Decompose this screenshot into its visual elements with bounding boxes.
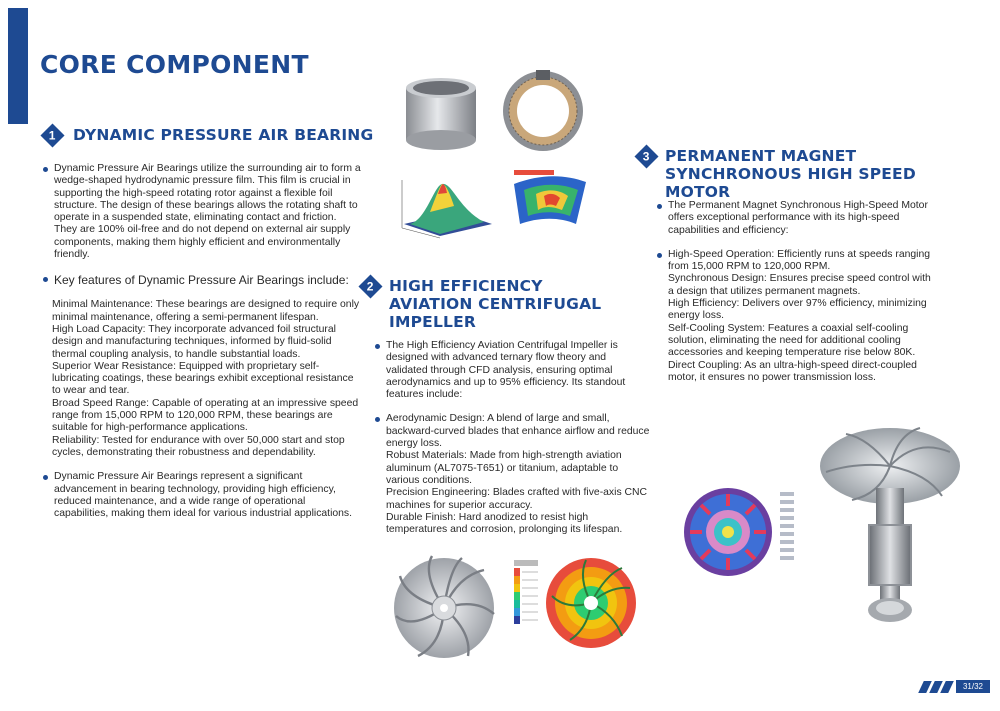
impeller-image	[388, 552, 500, 664]
feature-item: Broad Speed Range: Capable of operating at an impressive speed range from 15,000 RPM to 120,000 RPM, these bearings are suitable for high-performance applications.	[52, 397, 359, 434]
section-1-heading	[44, 126, 373, 144]
page-title: CORE COMPONENT	[40, 50, 309, 79]
feature-item: Durable Finish: Hard anodized to resist high temperatures and corrosion, prolonging its lifespan.	[386, 511, 623, 536]
feature-item: Robust Materials: Made from high-strength aviation aluminum (AL7075-T651) or titanium, adaptable to various conditions.	[386, 450, 622, 486]
motor-magnetic-field-plot	[680, 482, 798, 582]
section-1-intro: Dynamic Pressure Air Bearings utilize the surrounding air to form a wedge-shaped hydrodynamic pressure film. This film is crucial in supporting the high-speed rotating rotor against a flexible foil structure. The design of these bearings allows the rotating shaft to operate in a suspended state, eliminating contact and friction. They are 100% oil-free and do not depend on external air supply components, making them highly efficient and environmentally friendly.	[42, 163, 362, 261]
feature-item: Synchronous Design: Ensures precise speed control with a design that utilizes permanent magnets.	[668, 273, 931, 297]
section-1-conclusion: Dynamic Pressure Air Bearings represent a significant advancement in bearing technology, providing high efficiency, reduced maintenance, and a wide range of operational capabilities, making them ideal for various industrial applications.	[42, 471, 362, 520]
section-3-intro: The Permanent Magnet Synchronous High-Speed Motor offers exceptional performance with its high-speed capabilities and efficiency:	[656, 200, 931, 237]
feature-item: Direct Coupling: As an ultra-high-speed direct-coupled motor, it ensures no power transmission loss.	[668, 359, 917, 383]
section-2-title: HIGH EFFICIENCY AVIATION CENTRIFUGAL IMPELLER	[389, 277, 602, 331]
section-number-badge: 1	[40, 123, 64, 147]
section-3-heading	[638, 147, 965, 201]
foil-bearing-image	[500, 68, 586, 154]
section-3-title: PERMANENT MAGNET SYNCHRONOUS HIGH SPEED MOTOR	[665, 147, 916, 201]
section-2-feature-list	[374, 413, 650, 536]
pressure-distribution-3d-plot	[396, 172, 496, 240]
accent-bar	[8, 8, 28, 124]
impeller-pressure-legend	[512, 560, 544, 640]
decorative-slash	[940, 681, 954, 693]
feature-item: High-Speed Operation: Efficiently runs at speeds ranging from 15,000 RPM to 120,000 RPM.	[668, 248, 931, 273]
bearing-pressure-contour	[506, 168, 590, 230]
section-3-feature-list	[656, 249, 931, 384]
section-3-body	[656, 200, 931, 384]
page-number-badge	[921, 680, 990, 693]
feature-item: Superior Wear Resistance: Equipped with proprietary self-lubricating coatings, these bearings exhibit exceptional resistance to wear and tear.	[52, 360, 354, 397]
section-1-title: DYNAMIC PRESSURE AIR BEARING	[73, 126, 374, 144]
section-2-intro: The High Efficiency Aviation Centrifugal Impeller is designed with advanced ternary flow theory and validated through CFD analysis, ensuring optimal aerodynamics and up to 95% efficiency. Its standout features include:	[374, 340, 650, 401]
section-1-body	[42, 163, 362, 520]
section-number-badge: 2	[358, 274, 382, 298]
feature-item: Precision Engineering: Blades crafted with five-axis CNC machines for superior accuracy.	[386, 487, 648, 511]
feature-item: High Load Capacity: They incorporate advanced foil structural design and manufacturing techniques, informed by fluid-solid thermal coupling analysis, to handle substantial loads.	[52, 323, 336, 360]
feature-item: Self-Cooling System: Features a coaxial self-cooling solution, eliminating the need for additional cooling accessories and keeping temperature rise below 80K.	[668, 322, 916, 359]
impeller-cfd-contour	[544, 556, 638, 650]
section-2-heading	[362, 277, 619, 331]
section-1-feature-list	[42, 299, 362, 459]
feature-item: Reliability: Tested for endurance with over 50,000 start and stop cycles, demonstrating their robustness and dependability.	[52, 434, 345, 458]
section-number-badge: 3	[634, 144, 658, 168]
motor-rotor-impeller-image	[810, 422, 968, 632]
section-1-features-heading: Key features of Dynamic Pressure Air Bearings include:	[42, 273, 362, 287]
feature-item: Aerodynamic Design: A blend of large and small, backward-curved blades that enhance airflow and reduce energy loss.	[386, 413, 650, 450]
feature-item: High Efficiency: Delivers over 97% efficiency, minimizing energy loss.	[668, 298, 927, 322]
page-number: 31/32	[956, 680, 990, 693]
section-2-body	[374, 340, 650, 536]
feature-item: Minimal Maintenance: These bearings are designed to require only minimal maintenance, offering a semi-permanent lifespan.	[52, 299, 360, 323]
bearing-sleeve-image	[398, 72, 488, 156]
